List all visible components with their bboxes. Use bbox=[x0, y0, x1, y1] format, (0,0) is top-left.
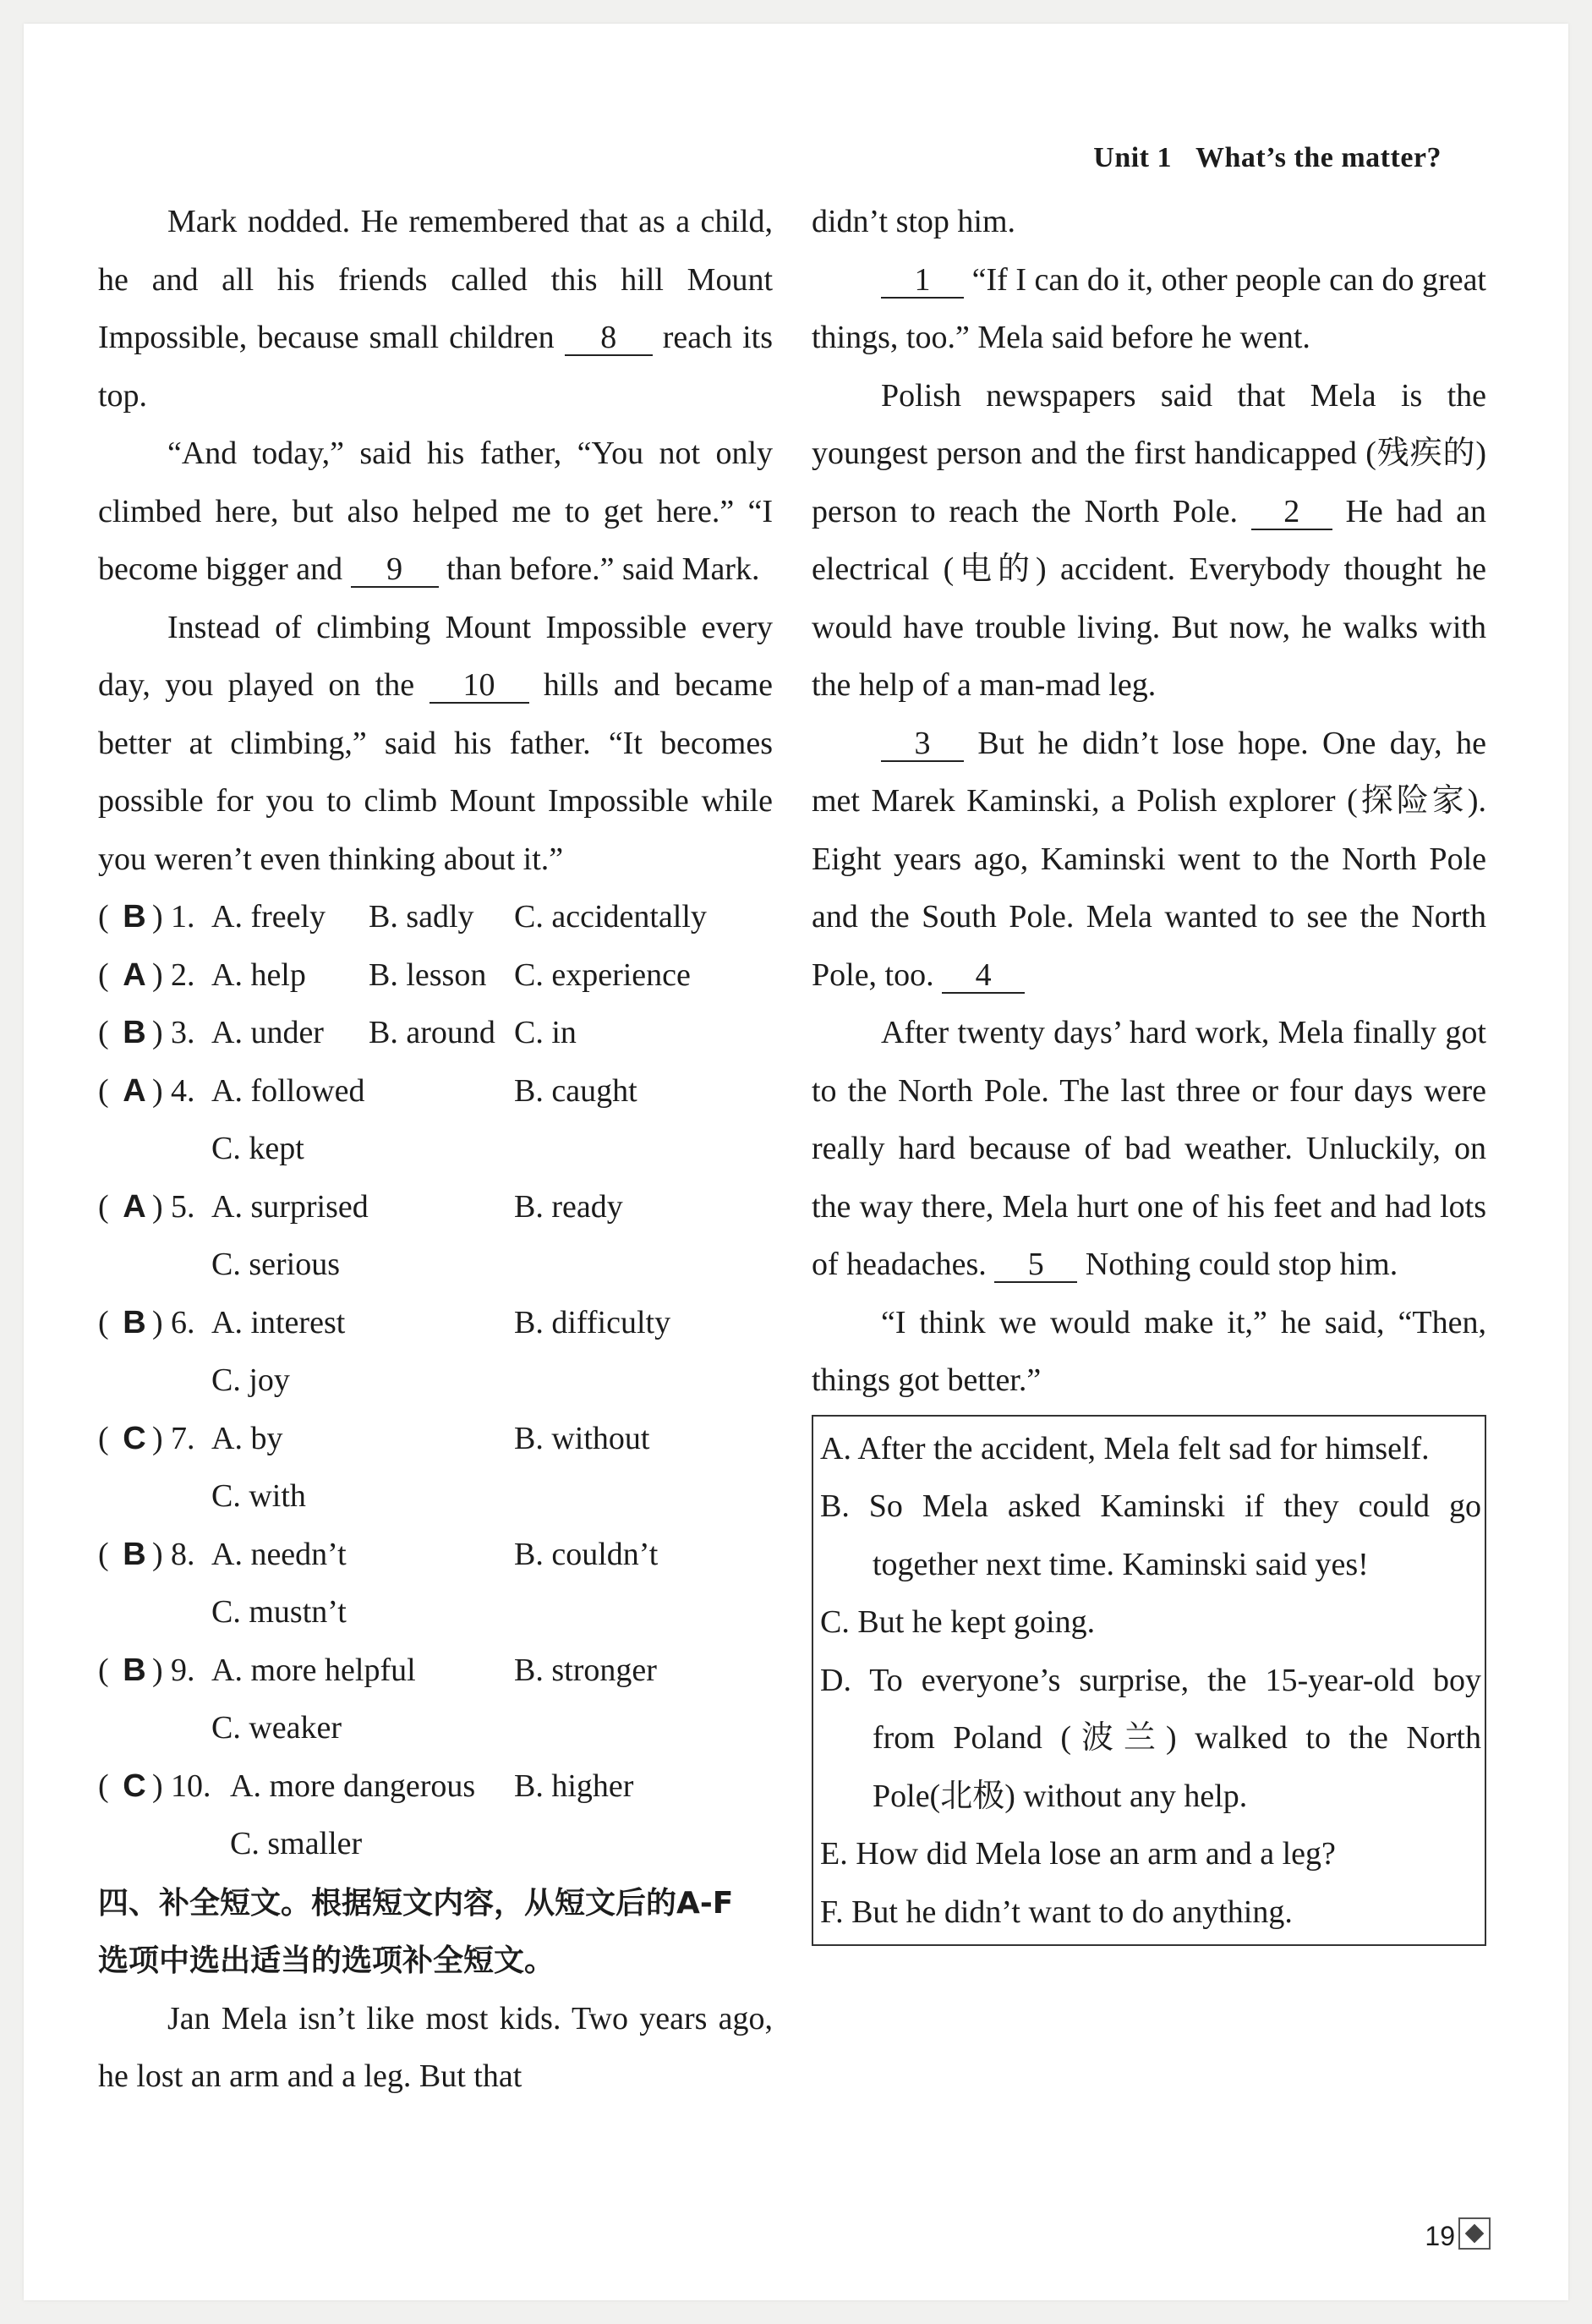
diamond-icon bbox=[1458, 2217, 1491, 2250]
question-row: ( B ) 1. A. freely B. sadly C. accidentally bbox=[98, 888, 773, 946]
passage-paragraph: Mark nodded. He remembered that as a child, he and all his friends called this hill Mount Impossible, because small children 8 reach its top. bbox=[98, 204, 774, 414]
section-heading: 四、补全短文。根据短文内容，从短文后的A-F 选项中选出适当的选项补全短文。 bbox=[98, 1885, 734, 1978]
question-option-c: C. serious bbox=[211, 1247, 340, 1282]
question-list bbox=[98, 888, 773, 1873]
option-c: C. But he kept going. bbox=[820, 1604, 1096, 1640]
passage-paragraph: “I think we would make it,” he said, “Then, things got better.” bbox=[812, 1304, 1486, 1398]
question-row: ( A ) 2. A. help B. lesson C. experience bbox=[98, 946, 773, 1005]
answer-mark: B bbox=[123, 1536, 146, 1572]
passage-paragraph: Instead of climbing Mount Impossible every day, you played on the 10 hills and became better at climbing,” said his father. “It becomes possible for you to climb Mount Impossible while you weren’t even thinking about it.” bbox=[98, 609, 773, 877]
answer-mark: A bbox=[123, 1072, 146, 1109]
page-number: 19 bbox=[1425, 2221, 1455, 2251]
question-option-c: C. kept bbox=[211, 1131, 304, 1166]
answer-blank: 2 bbox=[1251, 495, 1332, 530]
option-b: B. So Mela asked Kaminski if they could go together next time. Kaminski said yes! bbox=[820, 1488, 1481, 1582]
option-f: F. But he didn’t want to do anything. bbox=[820, 1894, 1293, 1930]
question-row: ( C ) 10. A. more dangerous B. higher bbox=[98, 1757, 773, 1816]
option-a: A. After the accident, Mela felt sad for himself. bbox=[820, 1430, 1430, 1466]
unit-label: Unit 1 bbox=[1093, 142, 1172, 173]
option-d: D. To everyone’s surprise, the 15-year-old boy from Poland (波兰) walked to the North Pole(北极) without any help. bbox=[820, 1662, 1481, 1814]
page-header bbox=[1093, 142, 1442, 174]
question-option-c: C. smaller bbox=[230, 1826, 363, 1861]
answer-mark: B bbox=[123, 1015, 146, 1050]
answer-blank: 3 bbox=[881, 726, 964, 762]
question-option-c: C. weaker bbox=[211, 1710, 342, 1746]
answer-blank: 5 bbox=[994, 1247, 1077, 1283]
answer-blank: 8 bbox=[565, 321, 653, 356]
question-row: ( C ) 7. A. by B. without bbox=[98, 1410, 773, 1468]
passage-paragraph: 1 “If I can do it, other people can do great things, too.” Mela said before he went. bbox=[812, 261, 1486, 355]
question-row: ( B ) 6. A. interest B. difficulty bbox=[98, 1294, 773, 1352]
question-row: ( A ) 5. A. surprised B. ready bbox=[98, 1178, 773, 1236]
answer-mark: B bbox=[123, 1652, 146, 1688]
passage-paragraph: “And today,” said his father, “You not only climbed here, but also helped me to get here.” “I become bigger and 9 than before.” said Mark. bbox=[98, 436, 773, 587]
option-e: E. How did Mela lose an arm and a leg? bbox=[820, 1836, 1336, 1872]
passage-paragraph: Jan Mela isn’t like most kids. Two years ago, he lost an arm and a leg. But that bbox=[98, 2000, 773, 2094]
answer-blank: 10 bbox=[429, 668, 529, 704]
passage-paragraph: 3 But he didn’t lose hope. One day, he met Marek Kaminski, a Polish explorer (探险家). Eight years ago, Kaminski went to the North Pole and the South Pole. Mela wanted to see the North Pole, too. 4 bbox=[812, 725, 1486, 993]
left-column bbox=[98, 193, 773, 2106]
unit-title: What’s the matter? bbox=[1195, 142, 1442, 173]
answer-mark: A bbox=[123, 1188, 146, 1225]
answer-blank: 9 bbox=[351, 552, 439, 588]
textbook-page bbox=[24, 24, 1568, 2300]
question-row: ( A ) 4. A. followed B. caught bbox=[98, 1062, 773, 1121]
answer-mark: C bbox=[123, 1768, 146, 1804]
answer-mark: A bbox=[123, 956, 146, 993]
question-row: ( B ) 8. A. needn’t B. couldn’t bbox=[98, 1526, 773, 1584]
answer-mark: C bbox=[123, 1420, 146, 1456]
answer-blank: 1 bbox=[881, 263, 964, 299]
options-box bbox=[812, 1415, 1486, 1947]
passage-paragraph: didn’t stop him. bbox=[812, 204, 1016, 239]
answer-mark: B bbox=[123, 1304, 146, 1340]
question-option-c: C. mustn’t bbox=[211, 1594, 347, 1630]
right-column bbox=[812, 193, 1486, 1946]
question-row: ( B ) 3. A. under B. around C. in bbox=[98, 1004, 773, 1062]
question-option-c: C. with bbox=[211, 1478, 306, 1514]
question-option-c: C. joy bbox=[211, 1362, 290, 1398]
passage-paragraph: After twenty days’ hard work, Mela finally got to the North Pole. The last three or four days were really hard because of bad weather. Unluckily, on the way there, Mela hurt one of his feet and had lots of headaches. 5 Nothing could stop him. bbox=[812, 1015, 1486, 1282]
answer-mark: B bbox=[123, 899, 146, 935]
answer-blank: 4 bbox=[942, 958, 1025, 994]
question-row: ( B ) 9. A. more helpful B. stronger bbox=[98, 1642, 773, 1700]
passage-paragraph: Polish newspapers said that Mela is the youngest person and the first handicapped (残疾的) person to reach the North Pole. 2 He had an electrical (电的) accident. Everybody thought he would have trouble living. But now, he walks with the help of a man-mad leg. bbox=[812, 377, 1486, 703]
